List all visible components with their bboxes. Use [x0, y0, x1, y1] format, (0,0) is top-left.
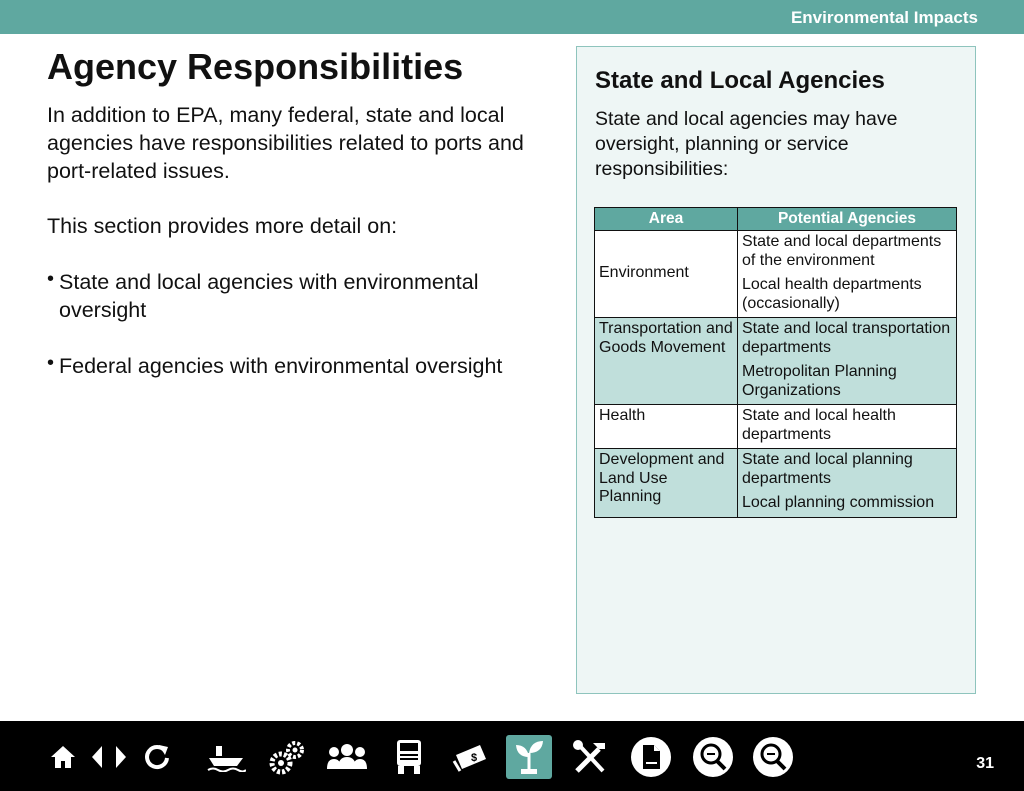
bullet-text: Federal agencies with environmental oversight — [59, 354, 503, 378]
zoom-in-icon[interactable] — [690, 735, 736, 779]
bullet-item — [47, 268, 537, 324]
agencies-table — [594, 207, 957, 518]
table-row — [595, 449, 957, 518]
svg-text:$: $ — [471, 752, 478, 764]
agency-entry: State and local health departments — [742, 407, 896, 443]
agency-entry: Local planning commission — [742, 494, 935, 511]
panel-title: State and Local Agencies — [595, 67, 885, 94]
boat-icon[interactable] — [203, 735, 249, 779]
area-cell: Environment — [595, 231, 738, 318]
agencies-cell — [738, 231, 957, 318]
detail-lead-text: This section provides more detail on: — [47, 214, 398, 238]
table-row — [595, 405, 957, 449]
bullet-dot: • — [47, 268, 55, 290]
panel-intro-text: State and local agencies may have oversight, planning or service responsibilities: — [595, 108, 898, 180]
bullet-text: State and local agencies with environmental oversight — [59, 270, 479, 322]
document-icon[interactable] — [628, 735, 674, 779]
section-title: Environmental Impacts — [790, 8, 978, 27]
agencies-cell — [738, 449, 957, 518]
table-row — [595, 231, 957, 318]
state-local-panel — [576, 46, 976, 694]
zoom-out-icon[interactable] — [750, 735, 796, 779]
plant-icon[interactable] — [506, 735, 552, 779]
page-title: Agency Responsibilities — [47, 46, 464, 87]
agency-entry: State and local transportation departments — [742, 320, 951, 356]
bullet-dot: • — [47, 352, 55, 374]
agencies-cell — [738, 318, 957, 405]
bullet-list — [47, 268, 537, 408]
table-row — [595, 318, 957, 405]
table-header-row — [595, 208, 957, 231]
agency-entry: State and local departments of the environment — [742, 233, 942, 269]
tools-icon[interactable] — [567, 735, 613, 779]
area-cell: Development and Land Use Planning — [595, 449, 738, 518]
bullet-item — [47, 352, 537, 380]
header-bar — [0, 0, 1024, 34]
column-header-area: Area — [595, 208, 738, 231]
people-icon[interactable] — [324, 735, 370, 779]
truck-icon[interactable] — [386, 735, 432, 779]
agency-entry: Metropolitan Planning Organizations — [742, 363, 897, 399]
agencies-cell — [738, 405, 957, 449]
money-icon[interactable] — [448, 735, 494, 779]
replay-icon[interactable] — [134, 735, 180, 779]
agency-entry: State and local planning departments — [742, 451, 913, 487]
gears-icon[interactable] — [264, 735, 310, 779]
intro-text: In addition to EPA, many federal, state and local agencies have responsibilities related to ports and port-related issues. — [47, 103, 524, 183]
area-cell: Transportation and Goods Movement — [595, 318, 738, 405]
page-number: 31 — [976, 755, 994, 772]
agency-entry: Local health departments (occasionally) — [742, 276, 922, 312]
area-cell: Health — [595, 405, 738, 449]
column-header-agencies: Potential Agencies — [738, 208, 957, 231]
